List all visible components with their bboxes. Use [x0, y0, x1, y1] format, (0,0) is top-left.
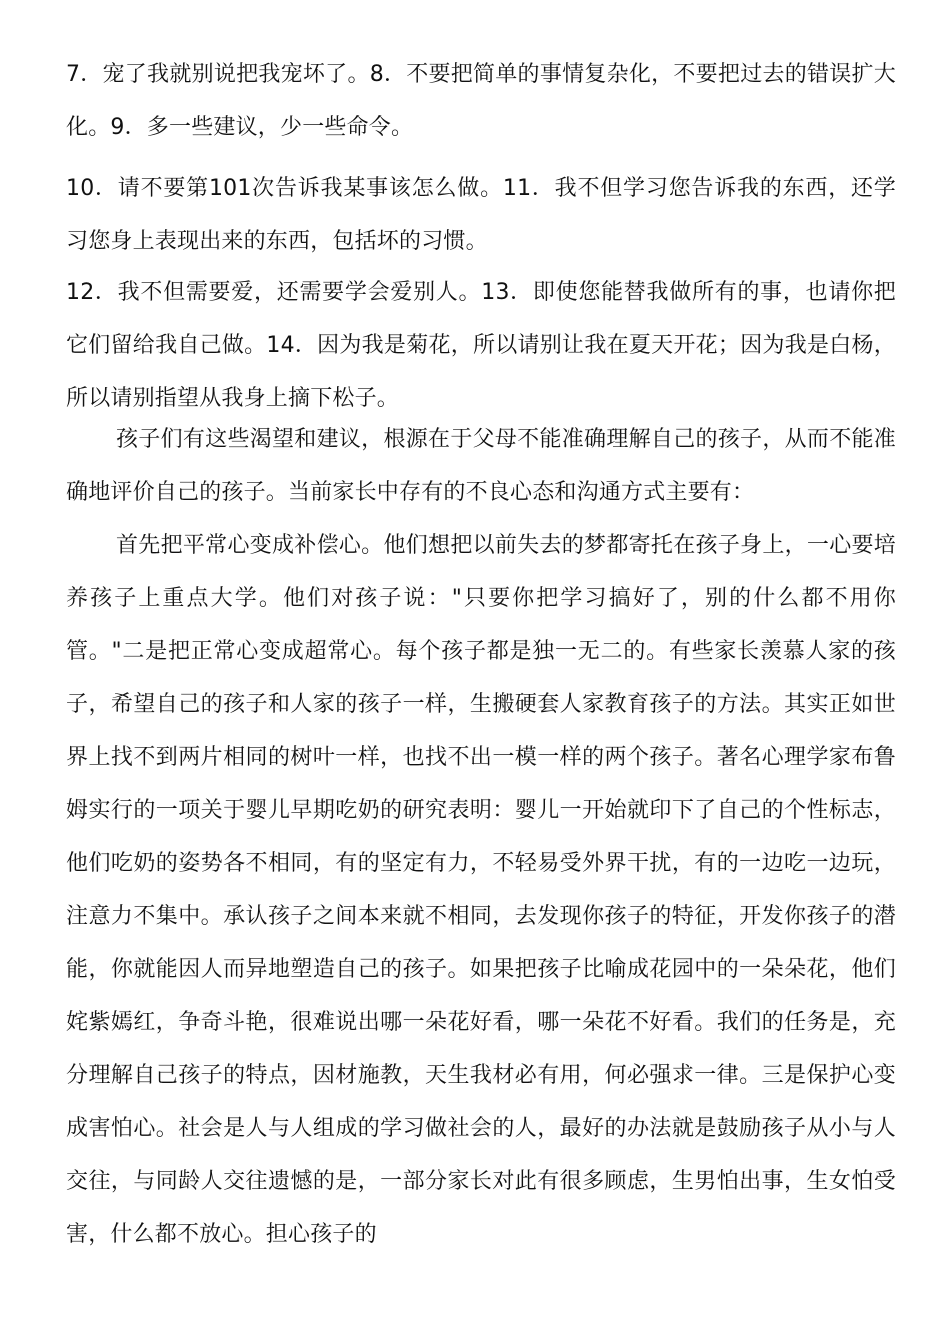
paragraph-items-10-11: 10．请不要第101次告诉我某事该怎么做。11．我不但学习您告诉我的东西，还学习您身上表现出来的东西，包括坏的习惯。 [66, 176, 896, 254]
paragraph-items-12-14: 12．我不但需要爱，还需要学会爱别人。13．即使您能替我做所有的事，也请你把它们留给我自己做。14．因为我是菊花，所以请别让我在夏天开花；因为我是白杨，所以请别指望从我身上摘下松子。 [66, 280, 896, 411]
paragraph-body: 首先把平常心变成补偿心。他们想把以前失去的梦都寄托在孩子身上，一心要培养孩子上重点大学。他们对孩子说："只要你把学习搞好了，别的什么都不用你管。"二是把正常心变成超常心。每个孩子都是独一无二的。有些家长羡慕人家的孩子，希望自己的孩子和人家的孩子一样，生搬硬套人家教育孩子的方法。其实正如世界上找不到两片相同的树叶一样，也找不出一模一样的两个孩子。著名心理学家布鲁姆实行的一项关于婴儿早期吃奶的研究表明：婴儿一开始就印下了自己的个性标志，他们吃奶的姿势各不相同，有的坚定有力，不轻易受外界干扰，有的一边吃一边玩，注意力不集中。承认孩子之间本来就不相同，去发现你孩子的特征，开发你孩子的潜能，你就能因人而异地塑造自己的孩子。如果把孩子比喻成花园中的一朵朵花，他们姹紫嫣红，争奇斗艳，很难说出哪一朵花好看，哪一朵花不好看。我们的任务是，充分理解自己孩子的特点，因材施教，天生我材必有用，何必强求一律。三是保护心变成害怕心。社会是人与人组成的学习做社会的人，最好的办法就是鼓励孩子从小与人交往，与同龄人交往遗憾的是，一部分家长对此有很多顾虑，生男怕出事，生女怕受害，什么都不放心。担心孩子的 [66, 533, 896, 1247]
paragraph-items-7-9: 7．宠了我就别说把我宠坏了。8．不要把简单的事情复杂化，不要把过去的错误扩大化。9．多一些建议，少一些命令。 [66, 62, 896, 140]
paragraph-intro: 孩子们有这些渴望和建议，根源在于父母不能准确理解自己的孩子，从而不能准确地评价自己的孩子。当前家长中存有的不良心态和沟通方式主要有： [66, 427, 896, 505]
